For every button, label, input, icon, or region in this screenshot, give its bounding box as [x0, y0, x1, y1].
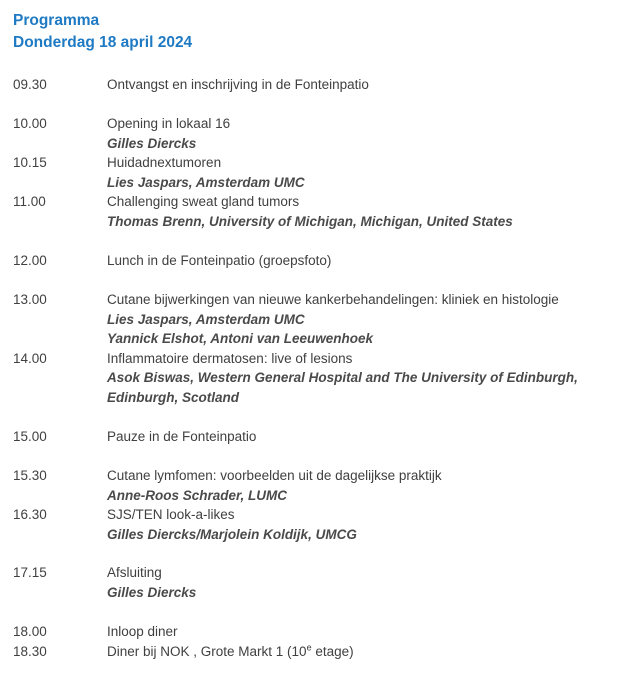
- schedule-row: [0, 290, 637, 310]
- session-title: Opening in lokaal 16: [107, 116, 231, 131]
- time: 13.00: [13, 292, 47, 307]
- time: 17.15: [13, 565, 47, 580]
- time: 10.00: [13, 116, 47, 131]
- program-title: Programma: [13, 12, 100, 29]
- schedule-row: [0, 349, 637, 369]
- schedule-row: [0, 427, 637, 447]
- schedule-row: [0, 505, 637, 525]
- session-title: SJS/TEN look-a-likes: [107, 507, 235, 522]
- schedule-row: [0, 642, 637, 662]
- session-title: Challenging sweat gland tumors: [107, 194, 300, 209]
- session-title: Lunch in de Fonteinpatio (groepsfoto): [107, 253, 332, 268]
- time: 14.00: [13, 350, 47, 366]
- session-title: Cutane lymfomen: voorbeelden uit de dagelijkse praktijk: [107, 468, 442, 483]
- speaker-row: [0, 525, 637, 545]
- speaker: Anne-Roos Schrader, LUMC: [107, 487, 288, 503]
- time: 15.30: [13, 468, 47, 483]
- speaker-row: [0, 329, 637, 349]
- speaker-row: [0, 583, 637, 603]
- session-title: Pauze in de Fonteinpatio: [107, 429, 257, 444]
- speaker-row: [0, 173, 637, 193]
- time: 16.30: [13, 507, 47, 522]
- schedule-row: [0, 153, 637, 173]
- session-title: Ontvangst en inschrijving in de Fonteinpatio: [107, 77, 369, 92]
- session-title: Inflammatoire dermatosen: live of lesions: [107, 350, 353, 366]
- speaker-row: [0, 134, 637, 154]
- session-title: [107, 642, 354, 662]
- speaker-row: [0, 368, 637, 388]
- session-title: Cutane bijwerkingen van nieuwe kankerbehandelingen: kliniek en histologie: [107, 292, 559, 307]
- speaker-row: [0, 310, 637, 330]
- speaker: Gilles Diercks/Marjolein Koldijk, UMCG: [107, 526, 357, 542]
- session-title: Afsluiting: [107, 565, 162, 580]
- time: 18.00: [13, 624, 47, 639]
- speaker: Edinburgh, Scotland: [107, 389, 239, 405]
- time: 15.00: [13, 429, 47, 444]
- schedule-row: [0, 251, 637, 271]
- speaker: Gilles Diercks: [107, 584, 197, 600]
- session-title-end: etage): [311, 644, 354, 659]
- schedule-row: [0, 466, 637, 486]
- schedule-row: [0, 622, 637, 642]
- session-title: Huidadnextumoren: [107, 155, 222, 170]
- session-title: Inloop diner: [107, 624, 178, 639]
- schedule-row: [0, 192, 637, 212]
- speaker: Thomas Brenn, University of Michigan, Michigan, United States: [107, 213, 513, 229]
- speaker: Yannick Elshot, Antoni van Leeuwenhoek: [107, 331, 374, 346]
- time: 10.15: [13, 155, 47, 170]
- speaker-row: [0, 388, 637, 408]
- speaker-row: [0, 212, 637, 232]
- session-title-main: Diner bij NOK , Grote Markt 1 (10: [107, 644, 307, 659]
- schedule-row: [0, 114, 637, 134]
- speaker: Lies Jaspars, Amsterdam UMC: [107, 174, 305, 190]
- time: 11.00: [13, 194, 46, 209]
- floor-ordinal-superscript: e: [306, 642, 312, 653]
- schedule-row: [0, 75, 637, 95]
- program-date: Donderdag 18 april 2024: [13, 34, 193, 51]
- speaker: Asok Biswas, Western General Hospital and The University of Edinburgh,: [107, 370, 578, 385]
- speaker-row: [0, 486, 637, 506]
- time: 12.00: [13, 253, 47, 268]
- schedule-row: [0, 563, 637, 583]
- time: 18.30: [13, 644, 47, 659]
- speaker: Lies Jaspars, Amsterdam UMC: [107, 311, 305, 327]
- program-header: [13, 10, 192, 54]
- time: 09.30: [13, 77, 47, 92]
- speaker: Gilles Diercks: [107, 135, 197, 151]
